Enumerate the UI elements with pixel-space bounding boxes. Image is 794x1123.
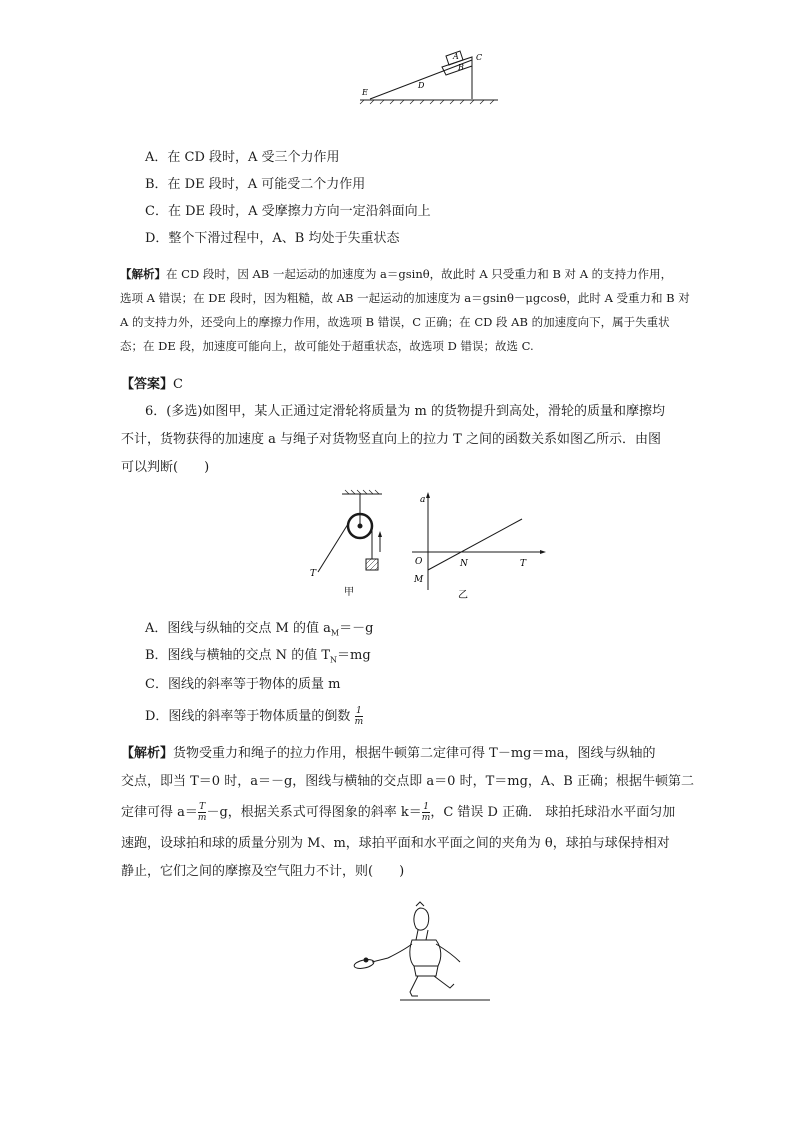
caption-jia: 甲 xyxy=(344,587,354,598)
velocity-arrowhead xyxy=(378,531,382,537)
q5-option-a: A．在 CD 段时，A 受三个力作用 xyxy=(145,150,340,165)
q5-analysis-line-2: 选项 A 错误；在 DE 段时，因为粗糙，故 AB 一起运动的加速度为 a＝gsinθ－μgcosθ，此时 A 受重力和 B 对 xyxy=(120,291,690,305)
q6-stem xyxy=(121,398,701,482)
point-m-label: M xyxy=(414,575,424,585)
q5-option-c: C．在 DE 段时，A 受摩擦力方向一定沿斜面向上 xyxy=(145,204,431,219)
arm-back xyxy=(436,944,460,962)
q6-stem-line-1: 6．(多选)如图甲，某人正通过定滑轮将质量为 m 的货物提升到高处，滑轮的质量和摩擦均 xyxy=(145,404,666,419)
label-tension-t: T xyxy=(310,569,317,579)
axis-label-t: T xyxy=(520,559,527,569)
point-n-label: N xyxy=(460,559,468,569)
q6-stem-line-3: 可以判断( ) xyxy=(121,460,210,475)
pulley-figure xyxy=(300,488,395,598)
q6-option-c: C．图线的斜率等于物体的质量 m xyxy=(145,677,341,692)
hair xyxy=(416,902,424,906)
neck xyxy=(416,930,428,940)
fraction-1-over-m: $\frac{1}{m}$ xyxy=(421,802,431,823)
label-b: B xyxy=(458,63,464,72)
q6-analysis-line-4: 速跑，设球拍和球的质量分别为 M、m，球拍平面和水平面之间的夹角为 θ，球拍与球保持相对 xyxy=(121,836,670,851)
ground-hatching xyxy=(360,100,494,104)
q6-analysis xyxy=(121,740,701,886)
q6-analysis-line-5: 静止，它们之间的摩擦及空气阻力不计，则( ) xyxy=(121,864,405,879)
a-t-graph xyxy=(408,490,548,602)
ceiling-hatching xyxy=(345,490,379,494)
q5-option-b: B．在 DE 段时，A 可能受二个力作用 xyxy=(145,177,366,192)
q6-analysis-line-3: 定律可得 a＝ $\frac{T}{m}$ －g，根据关系式可得图象的斜率 k＝ $\frac{1}{m}$ ，C 错误 D 正确． 球拍托球沿水平面匀加 xyxy=(121,802,676,823)
q5-analysis-line-1: 【解析】在 CD 段时，因 AB 一起运动的加速度为 a＝gsinθ，故此时 A 只受重力和 B 对 A 的支持力作用， xyxy=(120,267,673,281)
fraction-one-over-m: $\frac{1}{m}$ xyxy=(354,706,364,727)
leg-back xyxy=(434,976,454,988)
racket-handle xyxy=(372,958,388,962)
ball xyxy=(364,958,368,962)
q6-option-a: A．图线与纵轴的交点 M 的值 $a_M=-g$ xyxy=(145,621,374,638)
caption-yi: 乙 xyxy=(458,590,468,601)
graph-line xyxy=(428,519,522,570)
q5-analysis xyxy=(120,262,700,358)
y-axis-arrow xyxy=(426,492,430,498)
leg-front xyxy=(410,976,418,996)
incline-figure xyxy=(350,30,500,105)
q5-option-d: D．整个下滑过程中，A、B 均处于失重状态 xyxy=(145,231,400,246)
label-d: D xyxy=(418,81,425,90)
q5-answer: 【答案】C xyxy=(121,377,183,392)
q5-analysis-line-3: A 的支持力外，还受向上的摩擦力作用，故选项 B 错误，C 正确；在 CD 段 AB 的加速度向下，属于失重状 xyxy=(120,315,670,329)
shorts xyxy=(414,966,438,976)
fraction-t-over-m: $\frac{T}{m}$ xyxy=(197,802,207,823)
label-e: E xyxy=(362,88,368,97)
q6-analysis-line-2: 交点，即当 T＝0 时，a＝－g，图线与横轴的交点即 a＝0 时，T＝mg，A、B 正确；根据牛顿第二 xyxy=(121,774,694,789)
q5-analysis-line-4: 态；在 DE 段，加速度可能向上，故可能处于超重状态，故选项 D 错误；故选 C. xyxy=(120,339,534,353)
axis-label-a: a xyxy=(420,495,426,505)
origin-label: O xyxy=(415,557,423,567)
q6-analysis-line-1: 【解析】货物受重力和绳子的拉力作用，根据牛顿第二定律可得 T－mg＝ma，图线与纵轴的 xyxy=(121,746,656,761)
label-c: C xyxy=(476,53,483,62)
pulley-axle xyxy=(358,524,362,528)
incline-surface xyxy=(370,60,472,99)
q6-stem-line-2: 不计，货物获得的加速度 a 与绳子对货物竖直向上的拉力 T 之间的函数关系如图乙所示．由图 xyxy=(121,432,661,447)
x-axis-arrow xyxy=(540,550,546,554)
head xyxy=(414,908,429,930)
cargo-hatching xyxy=(366,559,378,570)
runner-with-racket-figure xyxy=(350,900,500,1005)
arm-with-racket xyxy=(388,944,412,958)
q6-option-b: B．图线与横轴的交点 N 的值 $T_N=mg$ xyxy=(145,648,371,665)
label-a: A xyxy=(453,52,459,61)
q6-option-d: D．图线的斜率等于物体质量的倒数 $\frac{1}{m}$ xyxy=(145,706,364,727)
rope-to-person xyxy=(318,524,348,572)
